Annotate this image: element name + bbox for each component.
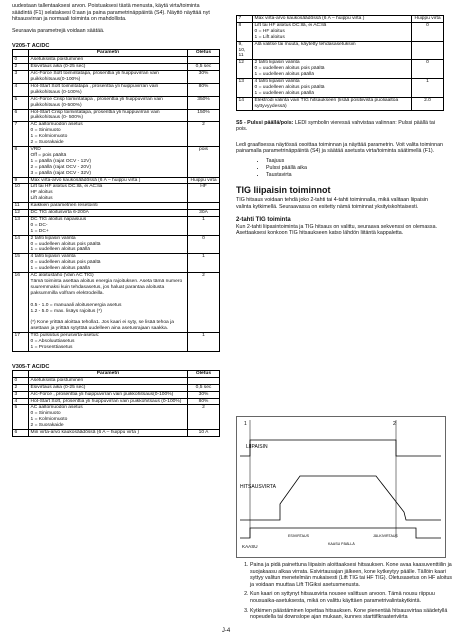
param-number-cell: 5: [13, 96, 29, 109]
param-number-cell: 9, 10, 11: [237, 41, 253, 60]
table-body: [13, 57, 220, 352]
param-default-cell: 350%: [188, 96, 220, 109]
table-row: [13, 57, 220, 64]
param-description-cell: Max virta-arvo kaukosäädössä (6 A – huippu virta ): [253, 16, 412, 23]
param-number-cell: 8: [237, 22, 253, 41]
param-description-cell: Min virta-arvo kaukosäädössä (6 A – huippu virta ): [29, 430, 188, 437]
param-number-cell: 6: [13, 109, 29, 122]
table-header-cell: Oletus: [188, 370, 220, 377]
table-row: [13, 146, 220, 177]
param-number-cell: 16: [13, 273, 29, 333]
param-number-cell: 3: [13, 391, 29, 398]
table-row: [13, 377, 220, 384]
param-description-cell: Arc-Force Soft toimintatapa, prosenttia yli huippuvirran vain puikkohitsaus(0-100%): [29, 71, 188, 84]
diagram-marker-2: 2: [393, 421, 396, 427]
table-row: [13, 177, 220, 184]
param-number-cell: 8: [13, 146, 29, 177]
parameter-table-v205: [12, 49, 220, 352]
table-body: [13, 377, 220, 436]
param-description-cell: Lift tai HF aloitus DC:llä, ei AC:llä 0 = HF aloitus 1 = Lift aloitus: [253, 22, 412, 41]
steps-list: [236, 562, 452, 624]
s5-note-label: S5 - Pulssi päällä/pois:: [236, 119, 294, 126]
param-description-cell: Hot-Start Crisp toimintatapa, prosenttia yli huippuvirran vain puikkohitsaus (0- 500%): [29, 109, 188, 122]
param-number-cell: 6: [13, 430, 29, 437]
table-row: [13, 384, 220, 391]
current-label: HITSAUSVIRTA: [240, 484, 276, 490]
param-description-cell: Max virta-arvo kaukosäädössä (6 A – huippu virta ): [29, 177, 188, 184]
param-number-cell: 17: [13, 333, 29, 352]
param-default-cell: 0,5 sec: [188, 64, 220, 71]
gas-label: KAASU: [242, 544, 258, 549]
param-default-cell: 0: [188, 235, 220, 254]
param-default-cell: 30%: [188, 71, 220, 84]
s5-note-text: LEDI symbolin vieressä vahvistaa valinnan: Pulssi päällä tai pois.: [236, 119, 436, 133]
list-item: [250, 591, 452, 604]
list-item: • Taajuus: [266, 158, 444, 165]
param-default-cell: pois: [188, 146, 220, 177]
param-description-cell: AC aaltomuodon asetus 0 = Sinimuoto 1 = Kolmiomuoto 2 = Suorakaide: [29, 122, 188, 147]
table-header-cell: [13, 370, 29, 377]
table-row: [13, 203, 220, 210]
param-number-cell: 12: [237, 60, 253, 79]
param-default-cell: 2: [188, 273, 220, 333]
intro-paragraph-2: Seuraavia parametrejä voidaan säätää.: [12, 27, 105, 34]
table-row: [13, 184, 220, 203]
table-row: [237, 60, 444, 79]
list-item: [250, 562, 452, 588]
list-item: • Taustavirta: [266, 172, 444, 179]
table-row: [13, 64, 220, 71]
param-description-cell: DC TIG aloitusvirta 6-200A: [29, 210, 188, 217]
param-description-cell: Esivirtaus aika (0-25 sec): [29, 64, 188, 71]
param-description-cell: Arc-Force , prosenttia yli huippuvirran vain puikkohitsaus(0-100%): [29, 391, 188, 398]
param-description-cell: Arc-Force Crisp toimintatapa , prosenttia yli huippuvirran vain puikkohitsaus (0-500%): [29, 96, 188, 109]
table-row: [237, 22, 444, 41]
param-default-cell: Huippu virta: [188, 177, 220, 184]
param-description-cell: Lift tai HF aloitus DC:llä, ei AC:lla HF aloitus Lift aloitus: [29, 184, 188, 203]
param-number-cell: 2: [13, 64, 29, 71]
step-text: 2. Kun kaari on syttynyt hitsausvirta nousee valittuun arvoon. Tämä nousu riippuu nousuaika-asetuksesta, mikä on valittu käyttäen parametrivalintakytkintä.: [250, 591, 435, 604]
parameter-table-v305-continued: [236, 15, 444, 111]
param-description-cell: Älä valitse tai muuta, käytetty tehdasasetuksiin: [253, 41, 412, 60]
param-default-cell: 0,5 sec: [188, 384, 220, 391]
param-description-cell: Asetuksista poistuminen: [29, 57, 188, 64]
table-row: [237, 41, 444, 60]
bullet-list: [236, 158, 444, 178]
param-default-cell: 0: [412, 22, 444, 41]
param-number-cell: 4: [13, 83, 29, 96]
param-description-cell: 2 tahti liipasin valinta 0 = uudelleen aloitus pois päältä 1 = uudelleen aloitus päällä: [253, 60, 412, 79]
param-default-cell: 1: [412, 79, 444, 98]
intro-paragraph: uudestaan tallentaaksesi arvon. Poistuaksesi tästä menusta, käytä virta/toiminta säädintä (F1) selataksesi 0:aan ja paina parametrinäppäintä (S4). Näyttö näyttää nyt hitsausvirran ja normaali toiminta on mahdollista.: [12, 3, 210, 23]
param-number-cell: 14: [237, 97, 253, 110]
param-default-cell: 80%: [188, 83, 220, 96]
param-default-cell: 1: [188, 216, 220, 235]
table-header-cell: Parametri: [29, 50, 188, 57]
trigger-trace: [240, 440, 441, 456]
table-row: [13, 210, 220, 217]
param-default-cell: 2: [188, 122, 220, 147]
param-description-cell: 4 tahti liipasin valinta 0 = uudelleen aloitus pois päältä 1 = uudelleen aloitus päällä: [253, 79, 412, 98]
param-number-cell: 13: [237, 79, 253, 98]
led-paragraph: Ledi graafisessa näytössä osoittaa toiminnan ja näyttää parametrin. Voit valita toiminnan painamalla parametrinäppäintä (S4) ja säätää asetusta virta/toiminta säätimellä (F1).: [236, 141, 443, 155]
param-number-cell: 3: [13, 71, 29, 84]
current-trace: [240, 476, 441, 520]
param-number-cell: 2: [13, 384, 29, 391]
param-description-cell: AC aloitustaho (Vain AC TIG) Tämä toiminta asettaa aloitus energia rajoituksen. Aseta tämä numero suuremmaksi kuin tehdasasetus, jos haluat parantaa aloitusta paksummilla volfram elektrodeilla. 0.5 - 1.0 = manuaali aloitusenergia asetus 1.2 - 5.0 = max. lisäys rajoitus (*) (*) Kone yrittää aloittaa teholla1. Jos kaari ei syty, se lisää tehoa ja asettaan ja yrittää sytyttää uudelleen aina asetusrajaan saakka.: [29, 273, 188, 333]
param-default-cell: 10 A: [188, 430, 220, 437]
param-default-cell: 2: [188, 405, 220, 430]
table-row: [13, 235, 220, 254]
param-default-cell: [188, 203, 220, 210]
param-default-cell: [412, 41, 444, 60]
param-number-cell: 15: [13, 254, 29, 273]
param-description-cell: TIG pulssitus perusvirta-asetus: 0 = Absoluuttiasetus 1 = Prosenttiasetus: [29, 333, 188, 352]
param-description-cell: Asetuksista poistuminen: [29, 377, 188, 384]
param-number-cell: 9: [13, 177, 29, 184]
subsection-paragraph: Kun 2-tahti liipasintoiminta ja TIG hitsaus on valittu, seuraava sekvenssi on olemassa. Asettaaksesi konkoon TIG hitsaukseen katso lähdön liitäntä kappaletta.: [236, 223, 437, 237]
table-row: [13, 216, 220, 235]
param-description-cell: DC TIG aloitus napaisuus 0 = DC- 1 = DC+: [29, 216, 188, 235]
param-default-cell: 30A: [188, 210, 220, 217]
param-number-cell: 5: [13, 405, 29, 430]
table-row: [13, 71, 220, 84]
table-row: [237, 16, 444, 23]
table-header-row: [13, 370, 220, 377]
section-paragraph: TIG hitsaus voidaan tehdä joko 2-tahti tai 4-tahti toiminnalla, mikä valitaan liipaisin valinta kytkimellä. Seuraavassa on esitetty nämä toiminnat yksityiskohtaisesti.: [236, 197, 428, 210]
param-number-cell: 10: [13, 184, 29, 203]
table-row: [13, 398, 220, 405]
right-column: [236, 0, 444, 237]
table-row: [13, 96, 220, 109]
s5-note: [236, 120, 444, 133]
param-default-cell: 1: [188, 333, 220, 352]
list-item: • Pulssi päällä aika: [266, 165, 444, 172]
trigger-label: LIIPAISIN: [246, 444, 268, 450]
table-header-cell: Oletus: [188, 50, 220, 57]
parameter-table-v305: [12, 370, 220, 437]
postflow-label: JÄLKIVIRTAUS: [373, 534, 398, 538]
table-row: [13, 83, 220, 96]
param-number-cell: 4: [13, 398, 29, 405]
param-description-cell: Esivirtaus aika (0-25 sec): [29, 384, 188, 391]
param-number-cell: 7: [237, 16, 253, 23]
table2-title: V305-T AC/DC: [12, 363, 50, 370]
gas-on-label: KAASU PÄÄLLÄ: [328, 542, 355, 546]
table-header-row: [13, 50, 220, 57]
section-heading: TIG liipaisin toiminnot: [236, 185, 331, 196]
table-row: [13, 254, 220, 273]
step-text: 3. Kytkimen päästäminen lopettaa hitsauksen. Kone pienentää hitsausvirtaa säädetyllä nopeudella tai downslope ajan mukaan, kunnes starttiflkraateriviirta: [250, 607, 448, 621]
gas-trace: [240, 528, 441, 538]
table1-title: V205-T AC/DC: [12, 43, 50, 50]
param-default-cell: 1: [188, 254, 220, 273]
param-description-cell: VRD Off = pois päältä 1 = päällä (rajat OCV - 12V) 2 = päällä (rajat OCV - 20V) 3 = päällä (rajat OCV - 32V): [29, 146, 188, 177]
subsection-heading: 2-tahti TIG toiminta: [236, 216, 291, 223]
table-row: [237, 97, 444, 110]
param-description-cell: 4 tahti liipasin valinta 0 = uudelleen aloitus pois päältä 1 = uudelleen aloitus päällä: [29, 254, 188, 273]
param-default-cell: 80%: [188, 398, 220, 405]
table-row: [13, 122, 220, 147]
param-number-cell: 12: [13, 210, 29, 217]
param-number-cell: 11: [13, 203, 29, 210]
param-default-cell: 2.0: [412, 97, 444, 110]
param-default-cell: [188, 377, 220, 384]
list-item: [250, 608, 452, 621]
table-row: [13, 391, 220, 398]
param-description-cell: Hot-Start Soft toimintatapa , prosenttia yli huippuvirran vain puikkohitsaus (0-100%): [29, 83, 188, 96]
diagram-marker-1: 1: [244, 421, 247, 427]
2-step-timing-diagram: [236, 416, 446, 558]
table-row: [13, 273, 220, 333]
param-description-cell: Hot-Start Soft, prosenttia yli huippuvirran vain puikkohitsaus (0-100%): [29, 398, 188, 405]
table-header-cell: Parametri: [29, 370, 188, 377]
param-default-cell: [188, 57, 220, 64]
preflow-label: ESIVIRTAUS: [288, 534, 310, 538]
table-row: [13, 333, 220, 352]
left-column: [12, 0, 220, 437]
param-description-cell: 2 tahti liipasin valinta 0 = uudelleen aloitus pois päältä 1 = uudelleen aloitus päällä: [29, 235, 188, 254]
table-row: [13, 430, 220, 437]
param-number-cell: 0: [13, 57, 29, 64]
page-number: J-4: [221, 628, 231, 634]
param-description-cell: AC aaltomuodon asetus 0 = Sinimuoto 1 = Kolmiomuoto 2 = Suorakaide: [29, 405, 188, 430]
table-row: [13, 109, 220, 122]
param-default-cell: HF: [188, 184, 220, 203]
table-body: [237, 16, 444, 111]
table-row: [237, 79, 444, 98]
param-default-cell: Huippu virta: [412, 16, 444, 23]
param-description-cell: Kaikkien parametrien resetointi: [29, 203, 188, 210]
table-header-cell: [13, 50, 29, 57]
table-row: [13, 405, 220, 430]
param-default-cell: 150%: [188, 109, 220, 122]
step-text: 1. Paina ja pidä painettuna liipaisin aloittaaksesi hitsauksen. Kone avaa kaasuventtiilin ja suojakaasu alkaa virrata. Esivirtausajan jälkeen, kone kytkeytyy päälle. Tällöin kaari syttyy valitun menetelmän mukaisesti (Lift TIG tai HF TIG). Oletusasetus on HF aloitus ja voidaan muuttaa Lift TIGiksi asetusmenusta.: [250, 562, 452, 588]
param-default-cell: 30%: [188, 391, 220, 398]
param-default-cell: 0: [412, 60, 444, 79]
param-description-cell: Elektrodi valinta vain TIG hitsaukseen (lisää positiivista puoliaaltoa syttyvyydessä): [253, 97, 412, 110]
param-number-cell: 13: [13, 216, 29, 235]
param-number-cell: 0: [13, 377, 29, 384]
param-number-cell: 14: [13, 235, 29, 254]
param-number-cell: 7: [13, 122, 29, 147]
